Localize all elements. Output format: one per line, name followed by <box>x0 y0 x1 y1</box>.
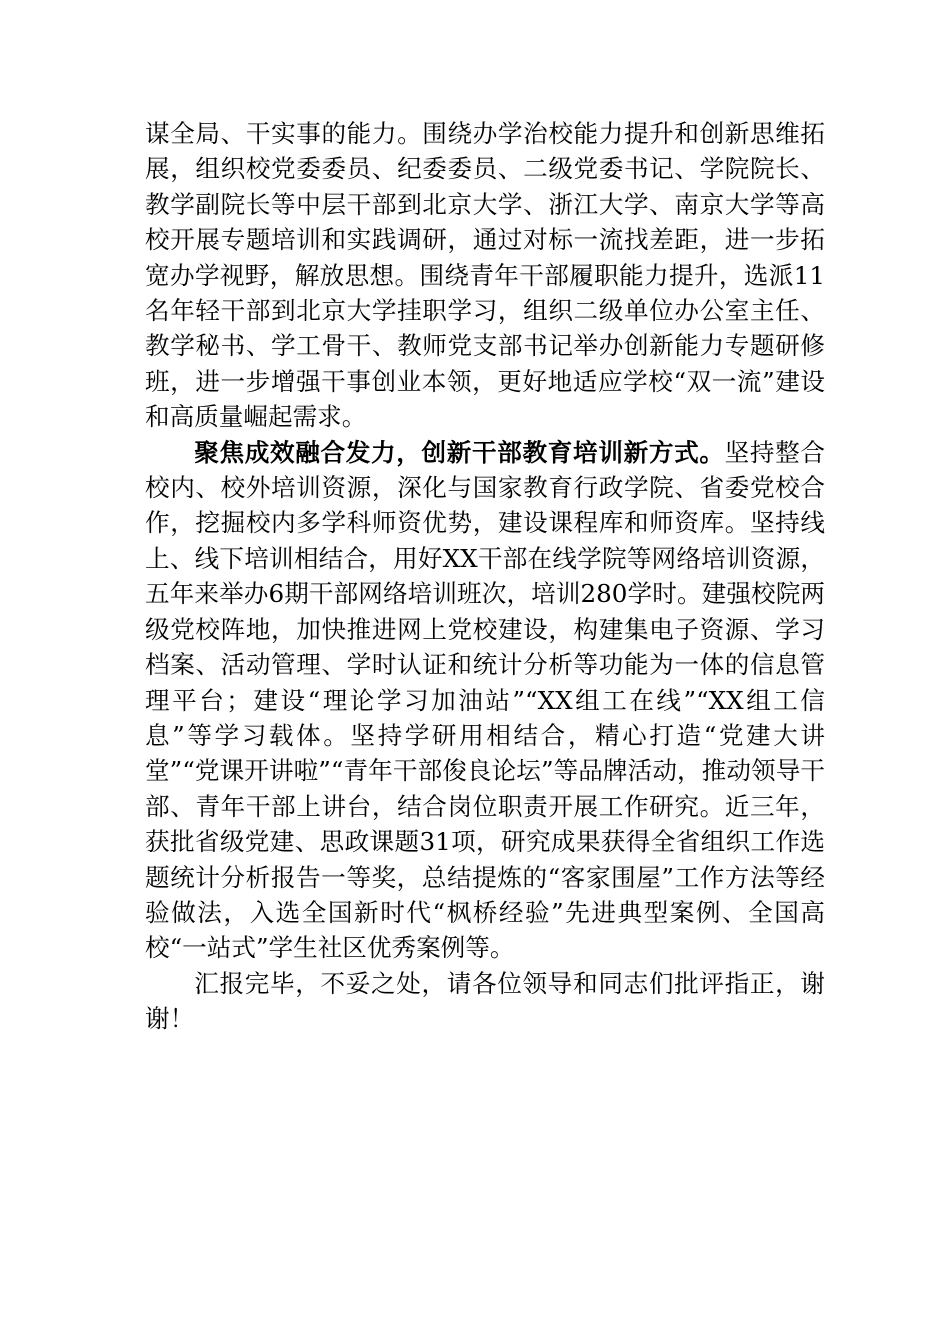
paragraph-text: 谋全局、干实事的能力。围绕办学治校能力提升和创新思维拓展，组织校党委委员、纪委委员、二级党委书记、学院院长、教学副院长等中层干部到北京大学、浙江大学、南京大学等高校开展专题培训和实践调研，通过对标一流找差距，进一步拓宽办学视野，解放思想。围绕青年干部履职能力提升，选派11名年轻干部到北京大学挂职学习，组织二级单位办公室主任、教学秘书、学工骨干、教师党支部书记举办创新能力专题研修班，进一步增强干事创业本领，更好地适应学校“双一流”建设和高质量崛起需求。 <box>145 119 825 432</box>
paragraph-continuation <box>145 116 825 435</box>
paragraph-closing <box>145 966 825 1037</box>
document-page <box>145 116 825 1037</box>
paragraph-training-methods <box>145 435 825 966</box>
paragraph-text: 汇报完毕，不妥之处，请各位领导和同志们批评指正，谢谢！ <box>145 968 825 1034</box>
paragraph-text: 坚持整合校内、校外培训资源，深化与国家教育行政学院、省委党校合作，挖掘校内多学科师资优势，建设课程库和师资库。坚持线上、线下培训相结合，用好XX干部在线学院等网络培训资源，五年来举办6期干部网络培训班次，培训280学时。建强校院两级党校阵地，加快推进网上党校建设，构建集电子资源、学习档案、活动管理、学时认证和统计分析等功能为一体的信息管理平台；建设“理论学习加油站”“XX组工在线”“XX组工信息”等学习载体。坚持学研用相结合，精心打造“党建大讲堂”“党课开讲啦”“青年干部俊良论坛”等品牌活动，推动领导干部、青年干部上讲台，结合岗位职责开展工作研究。近三年，获批省级党建、思政课题31项，研究成果获得全省组织工作选题统计分析报告一等奖，总结提炼的“客家围屋”工作方法等经验做法，入选全国新时代“枫桥经验”先进典型案例、全国高校“一站式”学生社区优秀案例等。 <box>145 437 825 963</box>
paragraph-heading: 聚焦成效融合发力，创新干部教育培训新方式。 <box>194 437 725 467</box>
